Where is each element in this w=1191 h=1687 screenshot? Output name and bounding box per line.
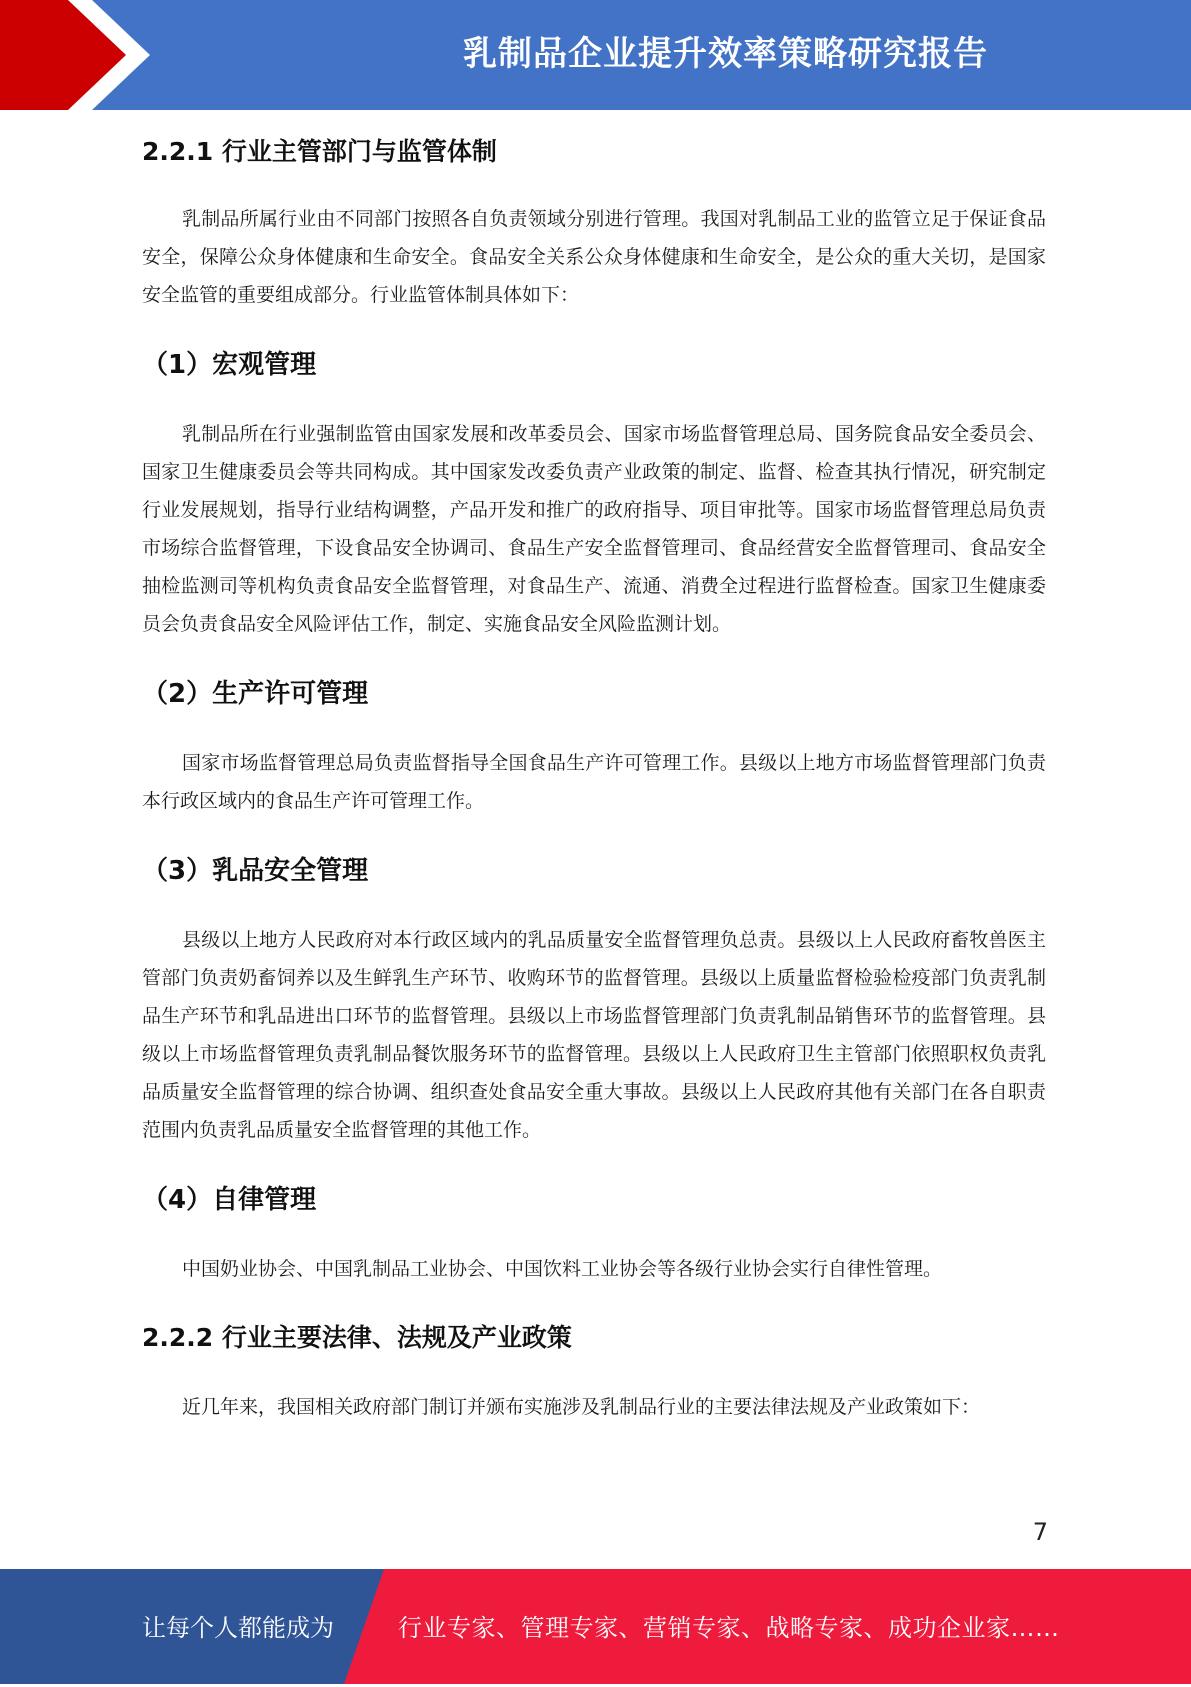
footer-banner: [0, 1569, 1191, 1684]
header-arrow-decoration: [0, 0, 300, 110]
paragraph-intro: 乳制品所属行业由不同部门按照各自负责领域分别进行管理。我国对乳制品工业的监管立足于保证食品安全，保障公众身体健康和生命安全。食品安全关系公众身体健康和生命安全，是公众的重大关切，是国家安全监管的重要组成部分。行业监管体制具体如下：: [142, 208, 1046, 306]
header-banner: [0, 0, 1191, 110]
paragraph-production-license: 国家市场监督管理总局负责监督指导全国食品生产许可管理工作。县级以上地方市场监督管理部门负责本行政区域内的食品生产许可管理工作。: [142, 752, 1046, 812]
paragraph-self-regulation: 中国奶业协会、中国乳制品工业协会、中国饮料工业协会等各级行业协会实行自律性管理。: [182, 1258, 943, 1280]
paragraph-macro-management: 乳制品所在行业强制监管由国家发展和改革委员会、国家市场监督管理总局、国务院食品安全委员会、国家卫生健康委员会等共同构成。其中国家发改委负责产业政策的制定、监督、检查其执行情况，研究制定行业发展规划，指导行业结构调整，产品开发和推广的政府指导、项目审批等。国家市场监督管理总局负责市场综合监督管理，下设食品安全协调司、食品生产安全监督管理司、食品经营安全监督管理司、食品安全抽检监测司等机构负责食品安全监督管理，对食品生产、流通、消费全过程进行监督检查。国家卫生健康委员会负责食品安全风险评估工作，制定、实施食品安全风险监测计划。: [142, 423, 1046, 635]
main-content: [142, 110, 1046, 1426]
subheading-production-license: （2）生产许可管理: [142, 679, 369, 709]
footer-slogan-right: 行业专家、管理专家、营销专家、战略专家、成功企业家……: [398, 1614, 1060, 1642]
section-heading-2-2-1: 2.2.1 行业主管部门与监管体制: [142, 137, 497, 166]
subheading-macro-management: （1）宏观管理: [142, 350, 317, 380]
report-title: 乳制品企业提升效率策略研究报告: [463, 34, 988, 74]
section-heading-2-2-2: 2.2.2 行业主要法律、法规及产业政策: [142, 1323, 572, 1352]
subheading-dairy-safety: （3）乳品安全管理: [142, 856, 369, 886]
paragraph-laws-intro: 近几年来，我国相关政府部门制订并颁布实施涉及乳制品行业的主要法律法规及产业政策如下：: [182, 1396, 981, 1418]
paragraph-dairy-safety: 县级以上地方人民政府对本行政区域内的乳品质量安全监督管理负总责。县级以上人民政府畜牧兽医主管部门负责奶畜饲养以及生鲜乳生产环节、收购环节的监督管理。县级以上质量监督检验检疫部门负责乳制品生产环节和乳品进出口环节的监督管理。县级以上市场监督管理部门负责乳制品销售环节的监督管理。县级以上市场监督管理负责乳制品餐饮服务环节的监督管理。县级以上人民政府卫生主管部门依照职权负责乳品质量安全监督管理的综合协调、组织查处食品安全重大事故。县级以上人民政府其他有关部门在各自职责范围内负责乳品质量安全监督管理的其他工作。: [142, 929, 1046, 1141]
footer-slogan-left: 让每个人都能成为: [142, 1614, 334, 1642]
page-number: 7: [1032, 1518, 1048, 1546]
subheading-self-regulation: （4）自律管理: [142, 1185, 317, 1215]
